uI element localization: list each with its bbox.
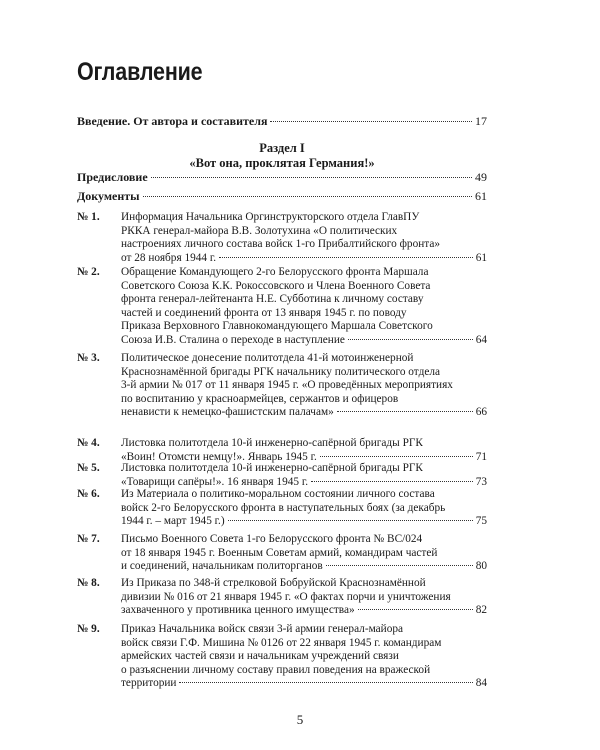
document-number: № 3. xyxy=(77,352,100,364)
toc-documents-entry[interactable] xyxy=(77,190,487,204)
dot-leader xyxy=(270,121,472,122)
section-title: «Вот она, проклятая Германия!» xyxy=(189,156,375,170)
dot-leader xyxy=(348,339,473,340)
document-title-last-line xyxy=(121,560,487,574)
document-page-number: 73 xyxy=(475,475,487,488)
document-number: № 8. xyxy=(77,577,100,589)
toc-document-entry[interactable] xyxy=(77,488,487,529)
document-page-number: 71 xyxy=(475,450,487,463)
document-number: № 1. xyxy=(77,211,100,223)
document-title-line: РККА генерал-майора В.В. Золотухина «О политических xyxy=(121,224,398,237)
toc-document-entry[interactable] xyxy=(77,437,487,464)
dot-leader xyxy=(337,411,473,412)
document-title-line: «Товарищи сапёры!». 16 января 1945 г. xyxy=(121,475,309,488)
document-title-line: Письмо Военного Совета 1-го Белорусского фронта № ВС/024 xyxy=(121,533,423,545)
document-title-line: по воспитанию у красноармейцев, сержантов и офицеров xyxy=(121,392,399,405)
document-title-line: Информация Начальника Оргинструкторского отдела ГлавПУ xyxy=(121,211,420,223)
document-title-line: от 28 ноября 1944 г. xyxy=(121,251,217,264)
document-title-line: Политическое донесение политотдела 41-й мотоинженерной xyxy=(121,352,414,364)
document-page-number: 80 xyxy=(475,560,487,572)
dot-leader xyxy=(358,609,473,610)
toc-document-entry[interactable] xyxy=(77,352,487,420)
document-title xyxy=(121,623,487,691)
document-title-line: дивизии № 016 от 21 января 1945 г. «О фактах порчи и уничтожения xyxy=(121,590,451,603)
document-title xyxy=(121,437,487,464)
document-title-line: частей и соединений фронта от 13 января 1945 г. по поводу xyxy=(121,306,407,319)
document-page-number: 61 xyxy=(475,251,487,264)
document-title-line: Советского Союза К.К. Рокоссовского и Члена Военного Совета xyxy=(121,279,431,292)
toc-intro-entry[interactable] xyxy=(77,115,487,129)
toc-document-entry[interactable] xyxy=(77,623,487,691)
document-title-last-line xyxy=(121,334,487,348)
document-title-last-line xyxy=(121,604,487,618)
document-title-line: Обращение Командующего 2-го Белорусского фронта Маршала xyxy=(121,266,429,278)
document-title-last-line xyxy=(121,677,487,691)
document-title-line: 1944 г. – март 1945 г.) xyxy=(121,515,225,527)
document-title xyxy=(121,462,487,489)
documents-page-number: 61 xyxy=(475,189,487,203)
document-title xyxy=(121,211,487,265)
page-number: 5 xyxy=(296,712,304,727)
document-number: № 9. xyxy=(77,623,100,635)
document-title-line: территории xyxy=(121,677,177,689)
dot-leader xyxy=(228,520,473,521)
document-title-line: и соединений, начальникам политорганов xyxy=(121,560,323,572)
document-title-line: Листовка политотдела 10-й инженерно-сапёрной бригады РГК xyxy=(121,462,423,474)
toc-document-entry[interactable] xyxy=(77,533,487,574)
document-page-number: 84 xyxy=(475,677,487,689)
document-number: № 5. xyxy=(77,462,100,474)
dot-leader xyxy=(179,682,472,683)
document-title-line: о разъяснении личному составу правил поведения на вражеской xyxy=(121,663,431,676)
dot-leader xyxy=(219,257,473,258)
document-title-line: «Воин! Отомсти немцу!». Январь 1945 г. xyxy=(121,450,317,463)
document-number: № 2. xyxy=(77,266,100,278)
document-number: № 7. xyxy=(77,533,100,545)
document-title-line: Приказа Верховного Главнокомандующего Маршала Советского xyxy=(121,320,433,332)
toc-document-entry[interactable] xyxy=(77,462,487,489)
document-title-line: Из Приказа по 348-й стрелковой Бобруйской Краснознамённой xyxy=(121,577,426,589)
document-title-line: фронта генерал-лейтенанта Н.Е. Субботина к личному составу xyxy=(121,293,424,305)
toc-preface-entry[interactable] xyxy=(77,171,487,185)
dot-leader xyxy=(143,196,472,197)
document-title-last-line xyxy=(121,476,487,490)
document-title xyxy=(121,488,487,529)
document-title xyxy=(121,577,487,618)
document-title-last-line xyxy=(121,252,487,266)
document-title-line: Союза И.В. Сталина о переходе в наступление xyxy=(121,333,345,346)
document-title-line: от 18 января 1945 г. Военным Советам армий, командирам частей xyxy=(121,546,438,559)
intro-page-number: 17 xyxy=(475,114,487,128)
page-title: Оглавление xyxy=(77,58,203,86)
document-number: № 4. xyxy=(77,437,100,449)
dot-leader xyxy=(326,565,473,566)
toc-document-entry[interactable] xyxy=(77,211,487,265)
document-page-number: 64 xyxy=(475,333,487,346)
toc-document-entry[interactable] xyxy=(77,577,487,618)
document-title-line: Из Материала о политико-моральном состоянии личного состава xyxy=(121,488,435,500)
dot-leader xyxy=(311,481,473,482)
toc-document-entry[interactable] xyxy=(77,266,487,347)
document-title-line: Приказ Начальника войск связи 3-й армии генерал-майора xyxy=(121,623,404,635)
document-title-line: 3-й армии № 017 от 11 января 1945 г. «О проведённых мероприятиях xyxy=(121,379,453,391)
document-title-line: захваченного у противника ценного имущества» xyxy=(121,604,355,616)
document-title-line: войск связи Г.Ф. Мишина № 0126 от 22 января 1945 г. командирам xyxy=(121,636,442,649)
preface-label: Предисловие xyxy=(77,170,148,184)
document-title-last-line xyxy=(121,515,487,529)
section-number: Раздел I xyxy=(259,141,305,155)
documents-label: Документы xyxy=(77,189,140,203)
document-title-line: Листовка политотдела 10-й инженерно-сапёрной бригады РГК xyxy=(121,437,423,449)
preface-page-number: 49 xyxy=(475,170,487,184)
dot-leader xyxy=(320,456,473,457)
document-title-last-line xyxy=(121,406,487,420)
document-title xyxy=(121,266,487,347)
intro-label: Введение. От автора и составителя xyxy=(77,114,268,128)
document-number: № 6. xyxy=(77,488,100,500)
document-page-number: 66 xyxy=(475,406,487,418)
document-title xyxy=(121,352,487,420)
document-title-line: армейских частей связи и начальникам учреждений связи xyxy=(121,650,399,662)
document-title-line: ненависти к немецко-фашистским палачам» xyxy=(121,406,334,418)
dot-leader xyxy=(151,177,472,178)
document-title-line: войск 2-го Белорусского фронта в наступательных боях (за декабрь xyxy=(121,501,446,514)
document-title-line: настроениях личного состава войск 1-го Прибалтийского фронта» xyxy=(121,238,441,250)
document-page-number: 82 xyxy=(475,604,487,616)
section-heading xyxy=(77,141,487,171)
document-title xyxy=(121,533,487,574)
document-page-number: 75 xyxy=(475,515,487,527)
document-title-line: Краснознамённой бригады РГК начальнику политического отдела xyxy=(121,365,440,378)
